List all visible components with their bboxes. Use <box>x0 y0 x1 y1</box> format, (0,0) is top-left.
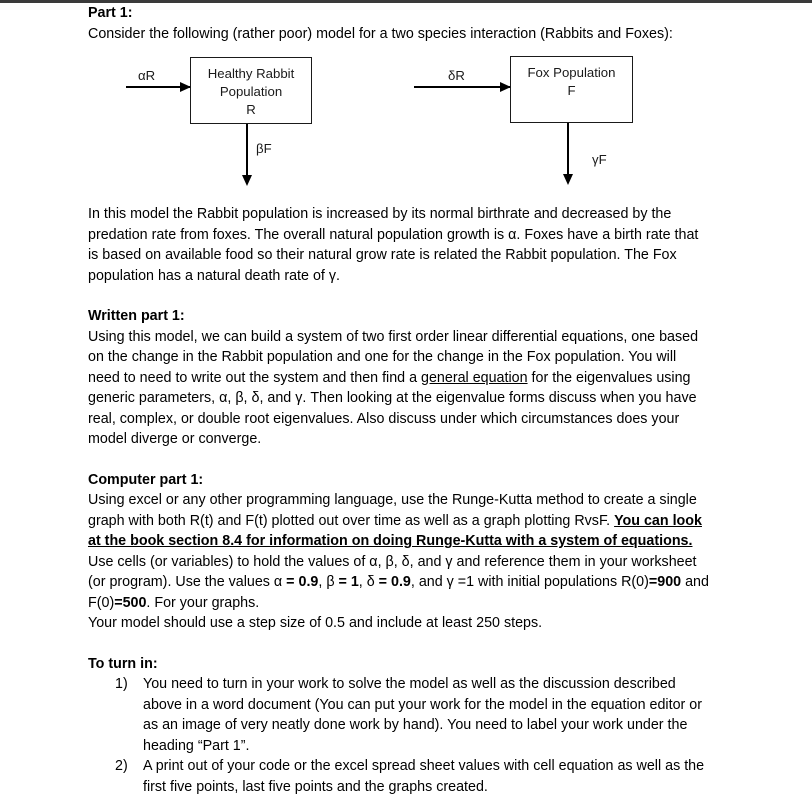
rabbit-box-line-3: R <box>246 102 256 117</box>
to-turn-in-heading: To turn in: <box>88 655 158 672</box>
beta-f-label: βF <box>256 141 272 156</box>
cells-text-2: , β <box>318 574 339 590</box>
computer-part-paragraph <box>88 490 710 552</box>
beta-value: = 1 <box>338 574 359 590</box>
alpha-value: = 0.9 <box>286 574 319 590</box>
written-part-heading: Written part 1: <box>88 308 185 324</box>
spacer-before-computer-part <box>88 450 710 470</box>
intro-paragraph: Consider the following (rather poor) model for a two species interaction (Rabbits and Foxes): <box>88 25 673 42</box>
parameter-values-paragraph <box>88 552 710 614</box>
written-part-paragraph <box>88 327 710 450</box>
turn-in-list <box>88 674 710 797</box>
delta-value: = 0.9 <box>378 574 411 590</box>
document-page <box>0 3 812 797</box>
computer-part-text-before-bold: Using excel or any other programming language, use the Runge-Kutta method to create a single graph with both R(t) and F(t) plotted out over time as well as a graph plotting RvsF. <box>88 492 697 529</box>
part-1-heading: Part 1: <box>88 5 133 21</box>
spacer-before-written-part <box>88 286 710 306</box>
list-item-text: You need to turn in your work to solve the model as well as the discussion described above in a word document (You can put your work for the model in the equation editor or as an image of very neatly done work by hand). You need to label your work under the heading “Part 1”. <box>143 676 702 754</box>
gamma-f-outflow-arrow-icon <box>567 123 569 175</box>
document-body <box>88 3 710 44</box>
cells-text-3: , δ <box>358 574 379 590</box>
written-part-text-before-link: Using this model, we can build a system of two first order linear differential equations, one based on the change in the Rabbit population and one for the change in the Fox population. You will need to need to write out the system and then find a <box>88 328 699 386</box>
cells-text-1: Use cells (or variables) to hold the values of α, β, δ, and γ and reference them in your worksheet (or program). Use the values α <box>88 553 697 590</box>
general-equation-link: general equation <box>421 369 528 386</box>
rabbit-box-line-1: Healthy Rabbit <box>207 66 295 81</box>
f-initial-value: =500 <box>114 594 147 611</box>
document-body-lower <box>88 204 710 797</box>
gamma-f-label: γF <box>592 152 607 167</box>
computer-part-heading: Computer part 1: <box>88 471 204 488</box>
list-item-text: A print out of your code or the excel spread sheet values with cell equation as well as the first five points, last five points and the graphs created. <box>143 758 705 795</box>
list-item <box>88 674 710 756</box>
alpha-r-label: αR <box>138 68 156 83</box>
step-size-paragraph: Your model should use a step size of 0.5 and include at least 250 steps. <box>88 615 543 631</box>
list-item-number: 1) <box>115 676 128 692</box>
r-initial-value: =900 <box>648 574 682 590</box>
model-description-paragraph: In this model the Rabbit population is increased by its normal birthrate and decreased by the predation rate from foxes. The overall natural population growth is α. Foxes have a birth rate that is based on available food so their natural grow rate is related the Rabbit population. The Fox population has a natural death rate of γ. <box>88 206 699 284</box>
fox-box-line-1: Fox Population <box>527 65 616 80</box>
delta-r-inflow-arrow-icon <box>414 86 510 88</box>
spacer-before-turn-in <box>88 634 710 654</box>
alpha-r-inflow-arrow-icon <box>126 86 190 88</box>
fox-box-line-2: F <box>567 83 576 98</box>
cells-text-5: and F(0) <box>88 574 709 611</box>
rabbit-box-line-2: Population <box>219 84 283 99</box>
delta-r-label: δR <box>448 68 465 83</box>
cells-text-6: . For your graphs. <box>146 594 260 611</box>
list-item-number: 2) <box>115 758 128 774</box>
book-section-callout: You can look at the book section 8.4 for information on doing Runge-Kutta with a system of equations. <box>88 512 702 549</box>
cells-text-4: , and γ =1 with initial populations R(0) <box>410 574 649 590</box>
fox-population-box <box>510 56 633 123</box>
two-species-flow-diagram <box>0 44 812 204</box>
written-part-text-after-link: for the eigenvalues using generic parameters, α, β, δ, and γ. Then looking at the eigenvalue forms discuss when you have real, complex, or double root eigenvalues. Also discuss under which circumstances does your model diverge or converge. <box>88 369 697 447</box>
list-item <box>88 756 710 797</box>
rabbit-population-box <box>190 57 312 124</box>
beta-f-outflow-arrow-icon <box>246 124 248 176</box>
